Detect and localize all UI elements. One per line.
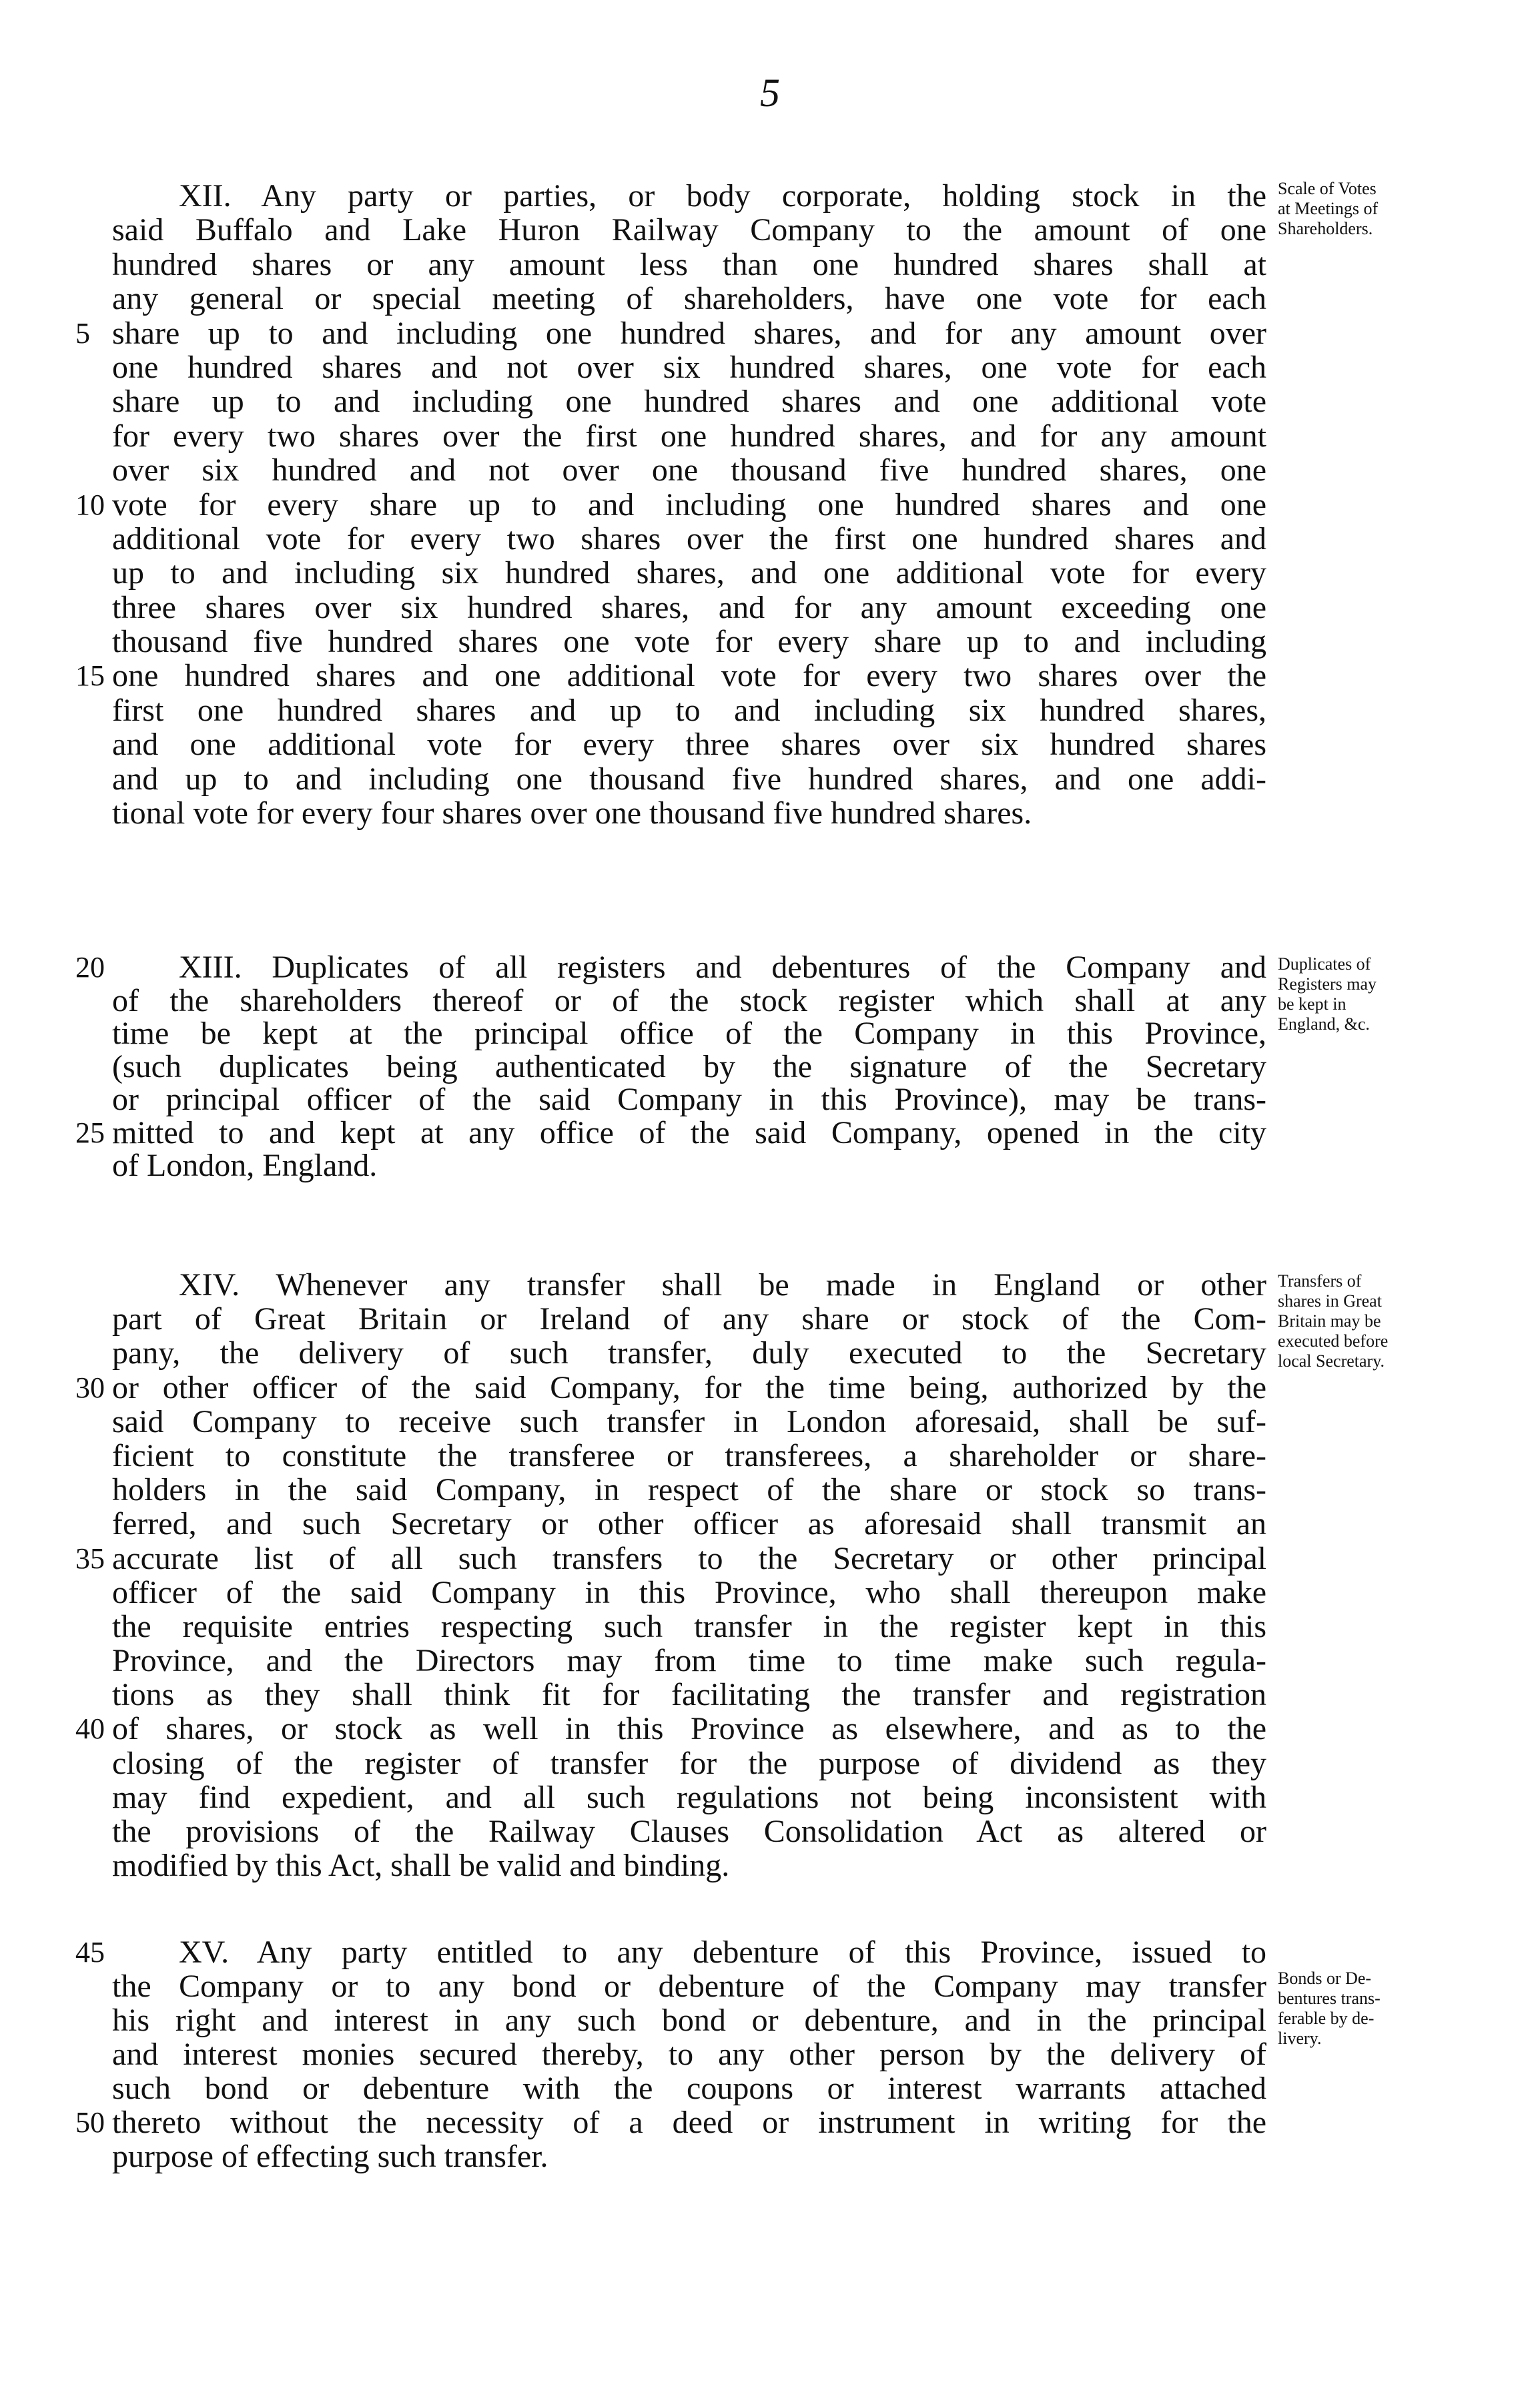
text-line: for every two shares over the first one hundred shares, and for any amount: [112, 418, 1266, 454]
margin-note: [1278, 1969, 1445, 2049]
section-15: [75, 1935, 1266, 2174]
text-line: up to and including six hundred shares, and one additional vote for every: [112, 555, 1266, 591]
line-number: 50: [75, 2106, 105, 2139]
text-line: mitted to and kept at any office of the said Company, opened in the city 25: [75, 1114, 1266, 1150]
margin-note-line: Duplicates of: [1278, 954, 1371, 974]
page-number: 5: [760, 71, 780, 115]
text-line: and one additional vote for every three shares over six hundred shares: [112, 727, 1266, 763]
section-12: [75, 178, 1266, 831]
margin-note-line: Registers may: [1278, 974, 1377, 994]
text-line: or other officer of the said Company, for the time being, authorized by the 30: [75, 1369, 1266, 1405]
text-line: XIV. Whenever any transfer shall be made in England or other: [179, 1267, 1266, 1303]
text-line: vote for every share up to and including one hundred shares and one 10: [75, 486, 1266, 523]
text-line: of shares, or stock as well in this Province as elsewhere, and as to the 40: [75, 1711, 1266, 1747]
text-line: may find expedient, and all such regulations not being inconsistent with: [112, 1779, 1266, 1815]
line-number: 45: [75, 1936, 105, 1969]
text-line: said Buffalo and Lake Huron Railway Company to the amount of one: [112, 212, 1266, 248]
text-line: such bond or debenture with the coupons or interest warrants attached: [112, 2071, 1266, 2106]
text-line: over six hundred and not over one thousand five hundred shares, one: [112, 452, 1266, 488]
text-line: ficient to constitute the transferee or transferees, a shareholder or share-: [112, 1437, 1266, 1473]
text-line: closing of the register of transfer for the purpose of dividend as they: [112, 1745, 1266, 1781]
line-number: 5: [75, 316, 90, 350]
text-line: any general or special meeting of shareholders, have one vote for each: [112, 281, 1266, 317]
margin-note-line: be kept in: [1278, 994, 1346, 1014]
text-line: tions as they shall think fit for facilitating the transfer and registration: [112, 1677, 1266, 1713]
margin-note-line: Britain may be: [1278, 1311, 1381, 1331]
text-line: share up to and including one hundred shares, and for any amount over 5: [75, 315, 1266, 351]
line-number: 25: [75, 1116, 105, 1149]
line-number: 20: [75, 951, 105, 984]
text-line: the Company or to any bond or debenture of the Company may transfer: [112, 1969, 1266, 2004]
margin-note-line: shares in Great: [1278, 1291, 1382, 1311]
text-line: time be kept at the principal office of the Company in this Province,: [112, 1016, 1266, 1051]
margin-note: [1278, 954, 1445, 1034]
text-line: purpose of effecting such transfer.: [112, 2139, 548, 2174]
text-line: XV. Any party entitled to any debenture of this Province, issued to 45: [75, 1935, 1266, 1970]
text-line: part of Great Britain or Ireland of any share or stock of the Com-: [112, 1301, 1266, 1337]
text-line: his right and interest in any such bond or debenture, and in the principal: [112, 2003, 1266, 2038]
margin-note-line: livery.: [1278, 2029, 1322, 2048]
text-line: modified by this Act, shall be valid and binding.: [112, 1848, 730, 1884]
margin-note-line: Scale of Votes: [1278, 179, 1377, 198]
text-line: and interest monies secured thereby, to any other person by the delivery of: [112, 2037, 1266, 2072]
text-line: one hundred shares and one additional vote for every two shares over the 15: [75, 658, 1266, 694]
margin-note-line: ferable by de-: [1278, 2009, 1375, 2028]
margin-note: [1278, 1271, 1445, 1371]
text-line: holders in the said Company, in respect of the share or stock so trans-: [112, 1472, 1266, 1508]
text-line: or principal officer of the said Company in this Province), may be trans-: [112, 1082, 1266, 1117]
text-line: the requisite entries respecting such transfer in the register kept in this: [112, 1608, 1266, 1644]
text-line: first one hundred shares and up to and including six hundred shares,: [112, 692, 1266, 728]
section-13: [75, 950, 1266, 1183]
margin-note-line: local Secretary.: [1278, 1351, 1385, 1371]
text-line: three shares over six hundred shares, and for any amount exceeding one: [112, 589, 1266, 625]
margin-note-line: Shareholders.: [1278, 219, 1373, 238]
text-line: XIII. Duplicates of all registers and debentures of the Company and 20: [75, 950, 1266, 985]
text-line: the provisions of the Railway Clauses Consolidation Act as altered or: [112, 1814, 1266, 1849]
margin-note-line: at Meetings of: [1278, 199, 1379, 218]
text-line: thousand five hundred shares one vote for every share up to and including: [112, 624, 1266, 660]
margin-note-line: executed before: [1278, 1331, 1389, 1351]
text-line: hundred shares or any amount less than one hundred shares shall at: [112, 246, 1266, 282]
margin-note: [1278, 179, 1445, 239]
text-line: tional vote for every four shares over one thousand five hundred shares.: [112, 795, 1032, 831]
margin-note-line: England, &c.: [1278, 1014, 1370, 1034]
margin-note-line: bentures trans-: [1278, 1989, 1381, 2008]
line-number: 35: [75, 1542, 105, 1575]
line-number: 30: [75, 1371, 105, 1404]
text-line: of the shareholders thereof or of the stock register which shall at any: [112, 982, 1266, 1018]
text-line: additional vote for every two shares over the first one hundred shares and: [112, 521, 1266, 557]
text-line: share up to and including one hundred shares and one additional vote: [112, 384, 1266, 420]
text-line: Province, and the Directors may from time to time make such regula-: [112, 1643, 1266, 1679]
text-line: pany, the delivery of such transfer, duly executed to the Secretary: [112, 1335, 1266, 1371]
margin-note-line: Transfers of: [1278, 1271, 1362, 1291]
line-number: 40: [75, 1712, 105, 1746]
line-number: 15: [75, 659, 105, 693]
text-line: one hundred shares and not over six hundred shares, one vote for each: [112, 349, 1266, 385]
text-line: of London, England.: [112, 1148, 378, 1183]
text-line: accurate list of all such transfers to the Secretary or other principal 35: [75, 1540, 1266, 1576]
section-14: [75, 1267, 1266, 1884]
text-line: thereto without the necessity of a deed or instrument in writing for the 50: [75, 2105, 1266, 2140]
line-number: 10: [75, 488, 105, 521]
text-line: and up to and including one thousand five hundred shares, and one addi-: [112, 761, 1266, 797]
text-line: XII. Any party or parties, or body corporate, holding stock in the: [179, 178, 1266, 214]
text-line: (such duplicates being authenticated by the signature of the Secretary: [112, 1048, 1266, 1084]
text-line: ferred, and such Secretary or other officer as aforesaid shall transmit an: [112, 1506, 1266, 1542]
text-line: said Company to receive such transfer in London aforesaid, shall be suf-: [112, 1403, 1266, 1439]
text-line: officer of the said Company in this Province, who shall thereupon make: [112, 1574, 1266, 1610]
margin-note-line: Bonds or De-: [1278, 1969, 1372, 1988]
